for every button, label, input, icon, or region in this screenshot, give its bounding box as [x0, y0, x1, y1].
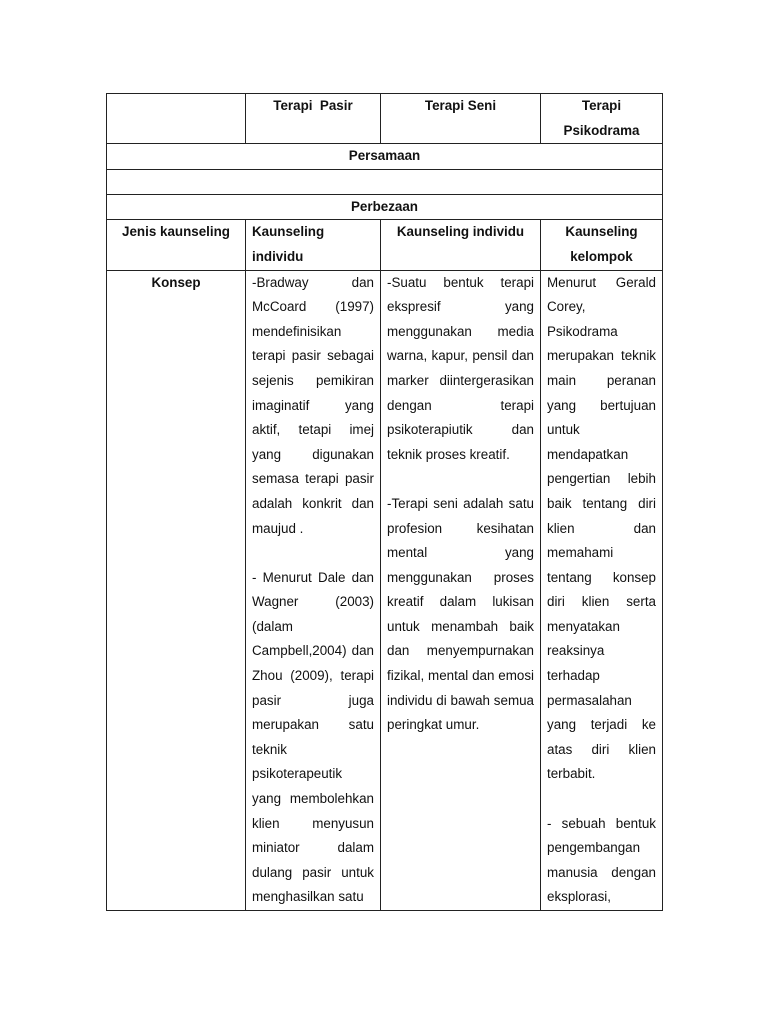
counseling-type-art: Kaunseling individu [381, 220, 541, 270]
empty-cell [107, 169, 663, 194]
difference-row [107, 194, 663, 220]
counseling-type-sand: Kaunseling individu [246, 220, 381, 270]
header-psychodrama: Terapi Psikodrama [541, 94, 663, 144]
concept-sand-paragraph-1: -Bradway dan McCoard (1997) mendefinisikan terapi pasir sebagai sejenis pemikiran imaginatif yang aktif, tetapi imej yang digunakan semasa terapi pasir adalah konkrit dan maujud . [252, 274, 374, 536]
concept-art-cell [381, 270, 541, 910]
concept-psychodrama-paragraph-1: Menurut Gerald Corey, Psikodrama merupakan teknik main peranan yang bertujuan untuk mendapatkan pengertian lebih baik tentang diri klien dan memahami tentang konsep diri klien serta menyatakan reaksinya terhadap permasalahan yang terjadi ke atas diri klien terbabit. [547, 274, 656, 782]
header-sand-therapy: Terapi Pasir [246, 94, 381, 144]
similarity-empty-row [107, 169, 663, 194]
concept-psychodrama-cell [541, 270, 663, 910]
concept-art-paragraph-2: -Terapi seni adalah satu profesion kesihatan mental yang menggunakan proses kreatif dalam lukisan untuk menambah baik dan menyempurnakan fizikal, mental dan emosi individu di bawah semua peringkat umur. [387, 495, 534, 733]
row-label-counseling-type: Jenis kaunseling [107, 220, 246, 270]
section-difference: Perbezaan [107, 194, 663, 220]
comparison-table [106, 93, 663, 911]
concept-row [107, 270, 663, 910]
concept-sand-paragraph-2: - Menurut Dale dan Wagner (2003) (dalam Campbell,2004) dan Zhou (2009), terapi pasir juga merupakan satu teknik psikoterapeutik yang membolehkan klien menyusun miniator dalam dulang pasir untuk menghasilkan satu [252, 569, 374, 905]
header-row [107, 94, 663, 144]
concept-sand-cell [246, 270, 381, 910]
paragraph-gap [547, 787, 656, 812]
concept-art-paragraph-1: -Suatu bentuk terapi ekspresif yang menggunakan media warna, kapur, pensil dan marker diintergerasikan dengan terapi psikoterapiutik dan teknik proses kreatif. [387, 274, 534, 462]
row-label-concept: Konsep [107, 270, 246, 910]
similarity-row [107, 144, 663, 170]
concept-psychodrama-paragraph-2: - sebuah bentuk pengembangan manusia dengan eksplorasi, [547, 815, 656, 905]
counseling-type-psychodrama: Kaunseling kelompok [541, 220, 663, 270]
section-similarity: Persamaan [107, 144, 663, 170]
paragraph-gap [252, 541, 374, 566]
header-empty-cell [107, 94, 246, 144]
counseling-type-row [107, 220, 663, 270]
paragraph-gap [387, 467, 534, 492]
header-art-therapy: Terapi Seni [381, 94, 541, 144]
